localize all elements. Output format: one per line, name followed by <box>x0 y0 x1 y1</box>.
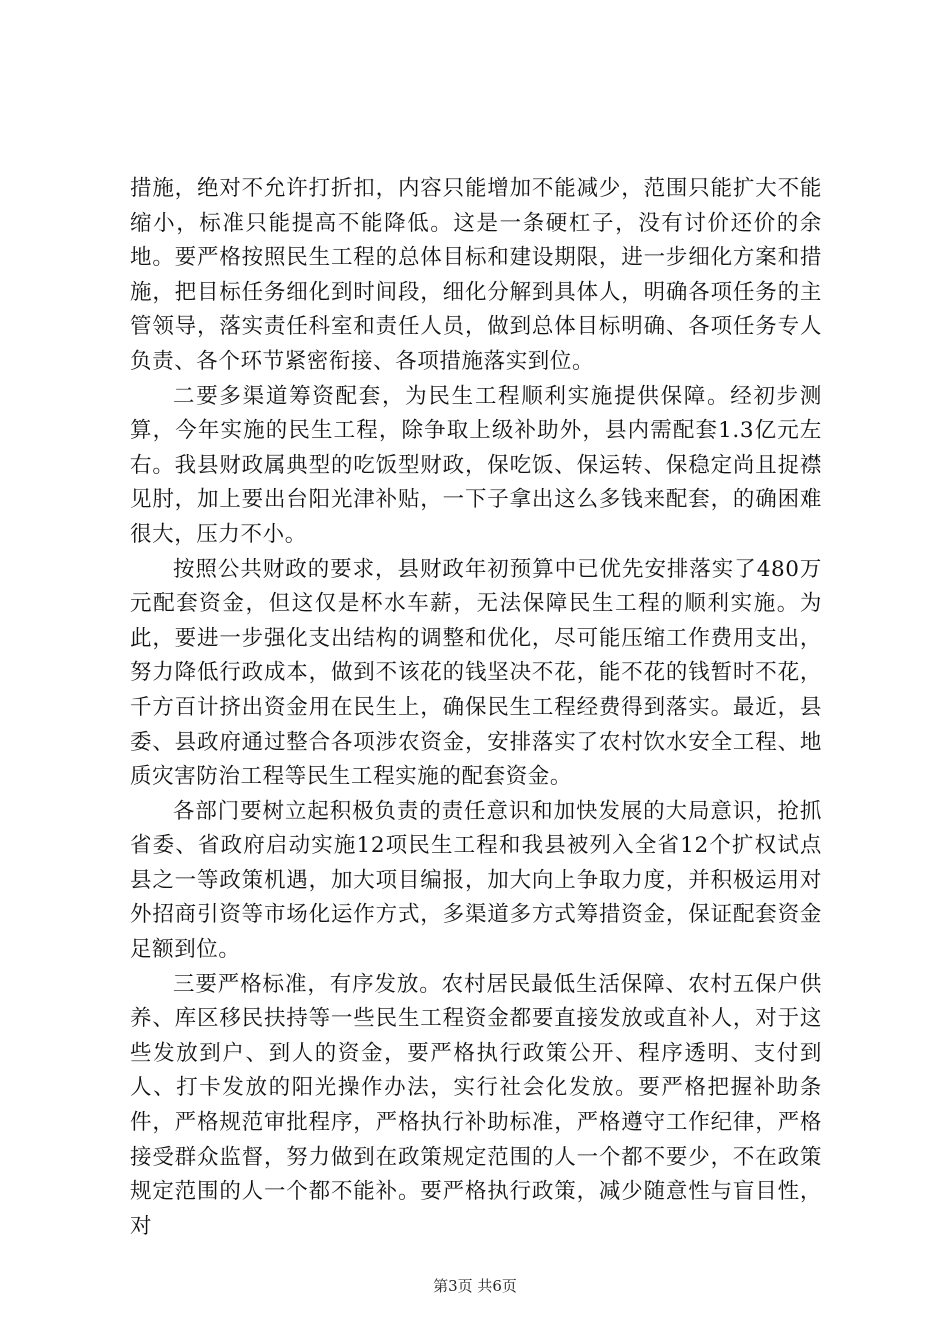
paragraph-4: 各部门要树立起积极负责的责任意识和加快发展的大局意识，抢抓省委、省政府启动实施12项民生工程和我县被列入全省12个扩权试点县之一等政策机遇，加大项目编报，加大向上争取力度，并积极运用对外招商引资等市场化运作方式，多渠道多方式筹措资金，保证配套资金足额到位。 <box>130 798 822 963</box>
paragraph-2: 二要多渠道筹资配套，为民生工程顺利实施提供保障。经初步测算，今年实施的民生工程，除争取上级补助外，县内需配套1.3亿元左右。我县财政属典型的吃饭型财政，保吃饭、保运转、保稳定尚且捉襟见肘，加上要出台阳光津补贴，一下子拿出这么多钱来配套，的确困难很大，压力不小。 <box>130 383 822 547</box>
page-number-footer: 第3页 共6页 <box>433 1277 517 1295</box>
paragraph-1: 措施，绝对不允许打折扣，内容只能增加不能减少，范围只能扩大不能缩小，标准只能提高不能降低。这是一条硬杠子，没有讨价还价的余地。要严格按照民生工程的总体目标和建设期限，进一步细化方案和措施，把目标任务细化到时间段，细化分解到具体人，明确各项任务的主管领导，落实责任科室和责任人员，做到总体目标明确、各项任务专人负责、各个环节紧密衔接、各项措施落实到位。 <box>130 176 822 374</box>
paragraph-3: 按照公共财政的要求，县财政年初预算中已优先安排落实了480万元配套资金，但这仅是杯水车薪，无法保障民生工程的顺利实施。为此，要进一步强化支出结构的调整和优化，尽可能压缩工作费用支出，努力降低行政成本，做到不该花的钱坚决不花，能不花的钱暂时不花，千方百计挤出资金用在民生上，确保民生工程经费得到落实。最近，县委、县政府通过整合各项涉农资金，安排落实了农村饮水安全工程、地质灾害防治工程等民生工程实施的配套资金。 <box>130 556 822 790</box>
document-body <box>130 172 822 1244</box>
paragraph-5: 三要严格标准，有序发放。农村居民最低生活保障、农村五保户供养、库区移民扶持等一些民生工程资金都要直接发放或直补人，对于这些发放到户、到人的资金，要严格执行政策公开、程序透明、支付到人、打卡发放的阳光操作办法，实行社会化发放。要严格把握补助条件，严格规范审批程序，严格执行补助标准，严格遵守工作纪律，严格接受群众监督，努力做到在政策规定范围的人一个都不要少，不在政策规定范围的人一个都不能补。要严格执行政策，减少随意性与盲目性，对 <box>130 971 822 1239</box>
